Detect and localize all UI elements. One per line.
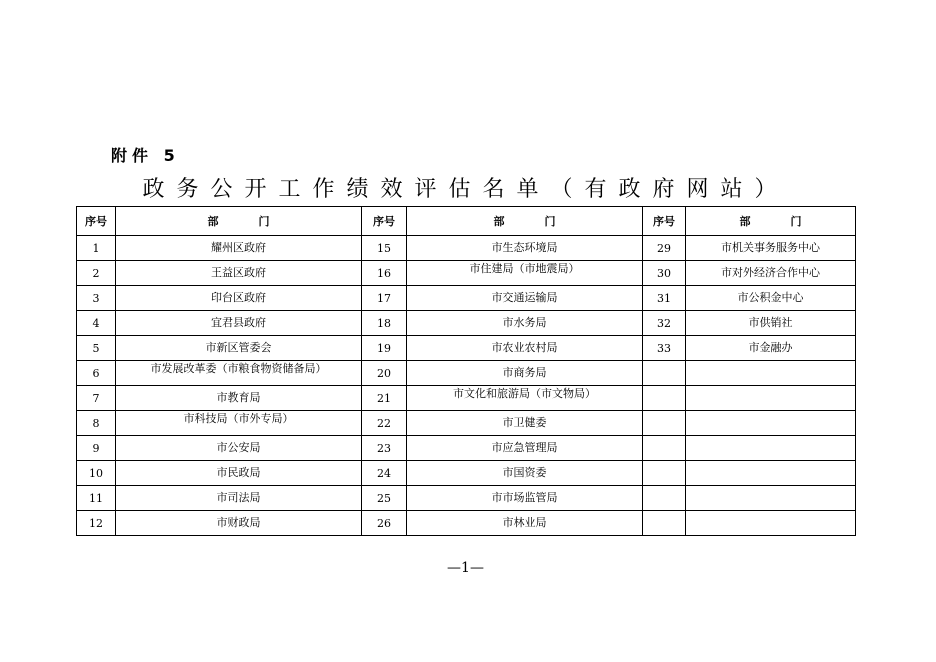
seq-cell: 9 (77, 436, 116, 461)
table-row (77, 411, 856, 436)
dept-name: 市商务局 (502, 366, 547, 379)
seq-header: 序号 (362, 207, 407, 236)
table-row (77, 361, 856, 386)
dept-cell (407, 361, 643, 386)
seq-cell: 1 (77, 236, 116, 261)
seq-cell: 18 (362, 311, 407, 336)
attachment-label: 附件 5 (111, 146, 180, 165)
dept-name: 市生态环境局 (491, 241, 558, 254)
seq-cell: 12 (77, 511, 116, 536)
dept-cell (116, 436, 362, 461)
seq-cell: 19 (362, 336, 407, 361)
dept-cell (686, 411, 856, 436)
dept-name: 市财政局 (216, 516, 261, 529)
dept-name: 市公安局 (216, 441, 261, 454)
table-row (77, 286, 856, 311)
dept-cell (407, 286, 643, 311)
dept-name: 市市场监管局 (491, 491, 558, 504)
dept-name: 市应急管理局 (491, 441, 558, 454)
dept-name: 市水务局 (502, 316, 547, 329)
dept-cell (116, 511, 362, 536)
dept-cell (686, 236, 856, 261)
dept-name: 市林业局 (502, 516, 547, 529)
dept-name: 市公积金中心 (737, 291, 804, 304)
dept-cell (116, 236, 362, 261)
seq-cell: 3 (77, 286, 116, 311)
dept-name: 市供销社 (748, 316, 793, 329)
dept-cell (407, 261, 643, 286)
seq-cell (643, 436, 686, 461)
table-row (77, 461, 856, 486)
dept-cell (116, 411, 362, 436)
dept-name: 市民政局 (216, 466, 261, 479)
seq-cell: 11 (77, 486, 116, 511)
dept-name: 市发展改革委（市粮食物资储备局） (150, 362, 327, 375)
dept-cell (407, 236, 643, 261)
seq-cell: 16 (362, 261, 407, 286)
dept-name: 市交通运输局 (491, 291, 558, 304)
seq-cell: 31 (643, 286, 686, 311)
dept-header: 部门 (407, 207, 643, 236)
dept-cell (116, 336, 362, 361)
dept-name: 市科技局（市外专局） (183, 412, 294, 425)
dept-header: 部门 (686, 207, 856, 236)
table-row (77, 311, 856, 336)
seq-cell (643, 511, 686, 536)
seq-cell: 8 (77, 411, 116, 436)
dept-cell (686, 461, 856, 486)
dept-cell (116, 261, 362, 286)
dept-cell (407, 386, 643, 411)
table-header-row (77, 207, 856, 236)
page-number: —1— (447, 560, 484, 576)
seq-cell: 26 (362, 511, 407, 536)
seq-cell: 24 (362, 461, 407, 486)
table-row (77, 386, 856, 411)
table-row (77, 511, 856, 536)
seq-cell: 32 (643, 311, 686, 336)
dept-cell (686, 386, 856, 411)
table-row (77, 236, 856, 261)
seq-cell (643, 386, 686, 411)
seq-cell: 21 (362, 386, 407, 411)
seq-cell (643, 411, 686, 436)
table-row (77, 486, 856, 511)
seq-cell: 5 (77, 336, 116, 361)
dept-name: 市住建局（市地震局） (469, 262, 580, 275)
dept-name: 市教育局 (216, 391, 261, 404)
table-row (77, 436, 856, 461)
dept-cell (116, 461, 362, 486)
seq-cell: 29 (643, 236, 686, 261)
seq-cell: 30 (643, 261, 686, 286)
table-row (77, 261, 856, 286)
dept-name: 市金融办 (748, 341, 793, 354)
dept-cell (407, 311, 643, 336)
dept-cell (407, 336, 643, 361)
dept-cell (686, 286, 856, 311)
seq-cell: 2 (77, 261, 116, 286)
seq-cell: 17 (362, 286, 407, 311)
table-body (77, 207, 856, 536)
dept-cell (407, 411, 643, 436)
table-row (77, 336, 856, 361)
dept-cell (407, 461, 643, 486)
dept-name: 印台区政府 (211, 291, 266, 304)
dept-cell (116, 361, 362, 386)
seq-cell: 7 (77, 386, 116, 411)
seq-header: 序号 (77, 207, 116, 236)
seq-cell: 22 (362, 411, 407, 436)
dept-header: 部门 (116, 207, 362, 236)
dept-cell (686, 511, 856, 536)
dept-cell (407, 436, 643, 461)
seq-header: 序号 (643, 207, 686, 236)
department-table (76, 206, 856, 536)
dept-name: 耀州区政府 (211, 241, 266, 254)
dept-name: 市国资委 (502, 466, 547, 479)
dept-cell (686, 311, 856, 336)
dept-cell (116, 286, 362, 311)
seq-cell: 6 (77, 361, 116, 386)
seq-cell: 20 (362, 361, 407, 386)
dept-name: 市卫健委 (502, 416, 547, 429)
seq-cell: 25 (362, 486, 407, 511)
seq-cell (643, 461, 686, 486)
dept-cell (116, 311, 362, 336)
dept-cell (686, 486, 856, 511)
dept-name: 市文化和旅游局（市文物局） (453, 387, 596, 400)
dept-name: 市机关事务服务中心 (721, 241, 820, 254)
dept-cell (407, 511, 643, 536)
dept-name: 市司法局 (216, 491, 261, 504)
dept-cell (686, 336, 856, 361)
seq-cell: 33 (643, 336, 686, 361)
dept-cell (686, 261, 856, 286)
dept-name: 市农业农村局 (491, 341, 558, 354)
dept-name: 市新区管委会 (205, 341, 272, 354)
seq-cell (643, 486, 686, 511)
document-title: 政务公开工作绩效评估名单（有政府网站） (142, 177, 789, 202)
seq-cell: 23 (362, 436, 407, 461)
dept-cell (686, 436, 856, 461)
seq-cell (643, 361, 686, 386)
dept-name: 市对外经济合作中心 (721, 266, 820, 279)
dept-name: 宜君县政府 (211, 316, 266, 329)
seq-cell: 10 (77, 461, 116, 486)
dept-name: 王益区政府 (211, 266, 266, 279)
dept-cell (686, 361, 856, 386)
dept-cell (407, 486, 643, 511)
dept-cell (116, 386, 362, 411)
seq-cell: 4 (77, 311, 116, 336)
dept-cell (116, 486, 362, 511)
seq-cell: 15 (362, 236, 407, 261)
